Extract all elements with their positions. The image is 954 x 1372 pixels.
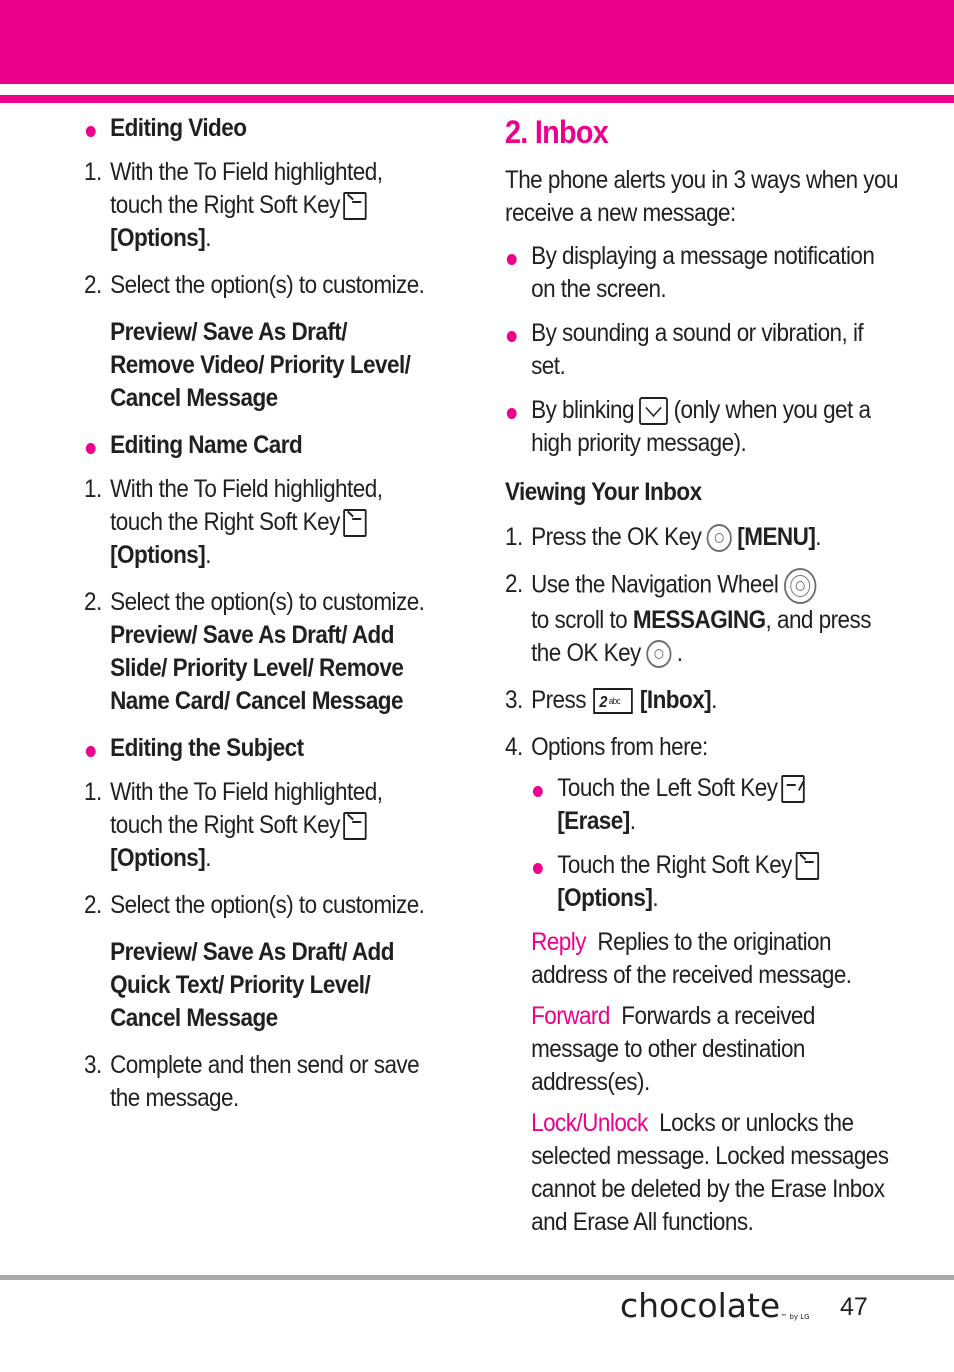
heading-viewing-inbox: Viewing Your Inbox	[505, 478, 702, 506]
header-rule	[0, 95, 954, 103]
right-soft-key-icon	[343, 509, 366, 537]
editing-video-step-2: 2. Select the option(s) to customize.	[84, 271, 425, 299]
heading-editing-name-card: Editing Name Card	[84, 429, 426, 462]
name-card-options: Preview/ Save As Draft/ Add Slide/ Priority Level/ Remove Name Card/ Cancel Message	[110, 621, 404, 715]
navigation-wheel-icon	[784, 568, 816, 604]
subject-step-3: 3. Complete and then send or save the message.	[84, 1051, 420, 1112]
alert-item-display: By displaying a message notification on the screen.	[505, 240, 901, 306]
option-right-soft-key: Touch the Right Soft Key [Options].	[531, 849, 901, 915]
inbox-step-2: 2. Use the Navigation Wheel to scroll to MESSAGING, and press the OK Key .	[505, 570, 871, 667]
ok-key-icon	[646, 640, 671, 668]
heading-editing-subject: Editing the Subject	[84, 732, 426, 765]
editing-video-step-1: 1. With the To Field highlighted, touch the Right Soft Key [Options].	[84, 158, 383, 252]
section-title-inbox: 2. Inbox	[505, 114, 609, 150]
right-soft-key-icon	[343, 192, 366, 220]
subject-step-2: 2. Select the option(s) to customize.	[84, 891, 425, 919]
right-column	[505, 112, 945, 1247]
inbox-step-1: 1. Press the OK Key [MENU].	[505, 523, 822, 551]
name-card-step-2: 2. Select the option(s) to customize.	[84, 588, 425, 616]
left-column	[84, 112, 426, 1129]
subject-options: Preview/ Save As Draft/ Add Quick Text/ Priority Level/ Cancel Message	[110, 938, 394, 1032]
option-left-soft-key: Touch the Left Soft Key [Erase].	[531, 772, 901, 838]
option-lock-label: Lock/Unlock	[531, 1109, 648, 1137]
header-bar	[0, 0, 954, 84]
inbox-intro: The phone alerts you in 3 ways when you receive a new message:	[505, 166, 898, 227]
name-card-step-1: 1. With the To Field highlighted, touch the Right Soft Key [Options].	[84, 475, 383, 569]
left-soft-key-icon	[781, 775, 804, 803]
inbox-step-3: 3. Press 2 abc [Inbox].	[505, 686, 717, 714]
alert-item-blink: By blinking (only when you get a high priority message).	[505, 394, 901, 460]
page-number: 47	[840, 1293, 868, 1321]
right-soft-key-icon	[795, 852, 818, 880]
inbox-step-4: 4. Options from here:	[505, 733, 708, 761]
option-forward: Forward Forwards a received message to other destination address(es).	[531, 1002, 815, 1096]
keypad-2-icon: 2 abc	[593, 688, 633, 714]
footer-rule	[0, 1275, 954, 1280]
brand-logo: chocolate™ by LG	[620, 1286, 810, 1325]
subject-step-1: 1. With the To Field highlighted, touch the Right Soft Key [Options].	[84, 778, 383, 872]
option-reply: Reply Replies to the origination address of the received message.	[531, 928, 852, 989]
editing-video-options: Preview/ Save As Draft/ Remove Video/ Priority Level/ Cancel Message	[110, 318, 411, 412]
right-soft-key-icon	[343, 812, 366, 840]
option-forward-label: Forward	[531, 1002, 610, 1030]
alert-item-sound: By sounding a sound or vibration, if set.	[505, 317, 901, 383]
heading-editing-video: Editing Video	[84, 112, 426, 145]
ok-key-icon	[707, 524, 732, 552]
message-envelope-icon	[639, 397, 668, 425]
option-reply-label: Reply	[531, 928, 586, 956]
option-lock-unlock: Lock/Unlock Locks or unlocks the selected message. Locked messages cannot be deleted by the Erase Inbox and Erase All functions.	[531, 1109, 889, 1236]
